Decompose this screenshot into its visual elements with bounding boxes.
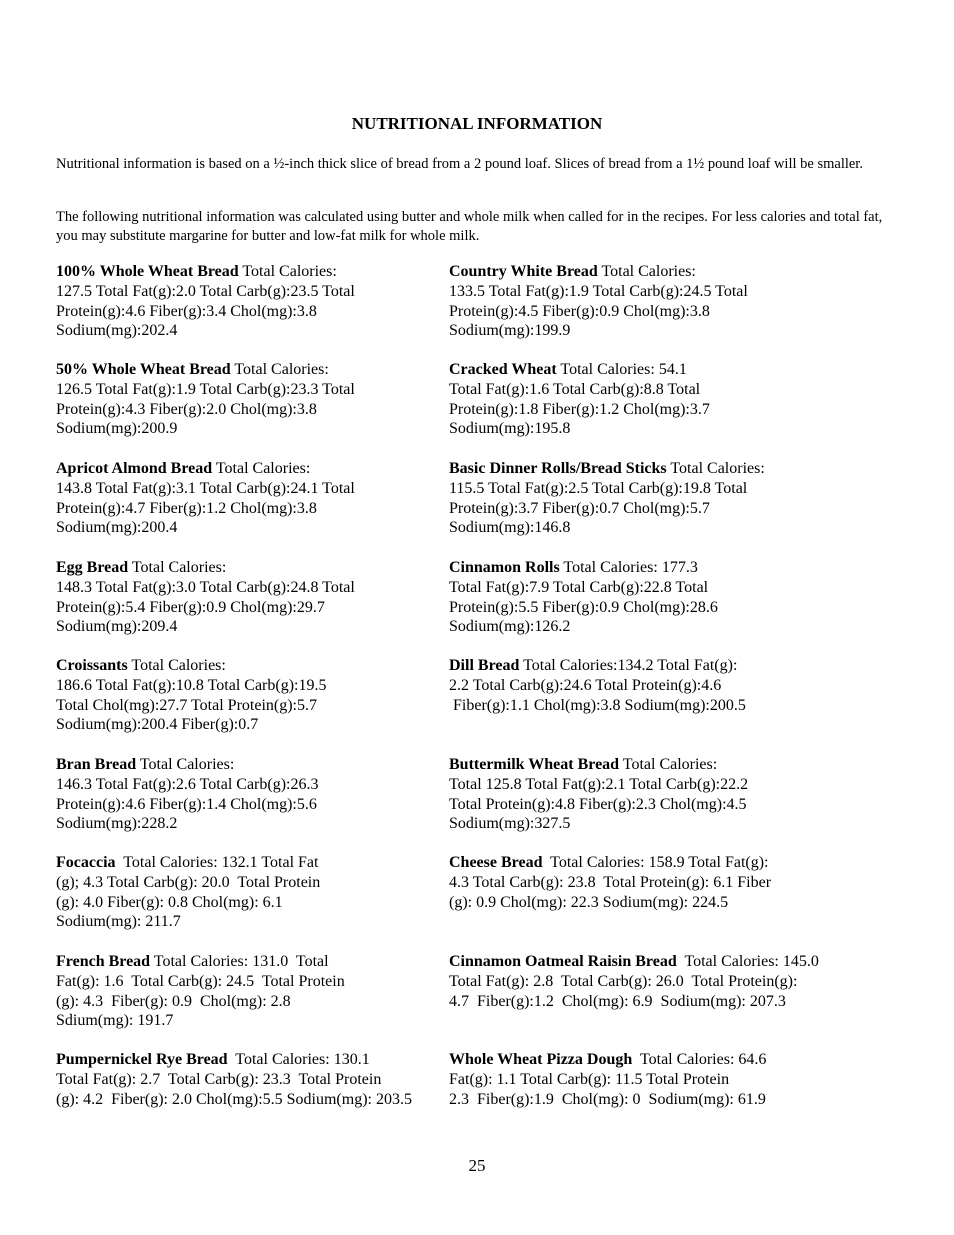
bread-name: Pumpernickel Rye Bread: [56, 1051, 228, 1068]
entry-line: 4.7 Fiber(g):1.2 Chol(mg): 6.9 Sodium(mg): 207.3: [449, 992, 786, 1010]
bread-name: Basic Dinner Rolls/Bread Sticks: [449, 460, 667, 477]
entry-line: Sodium(mg):146.8: [449, 519, 571, 537]
entry-line: Sodium(mg):327.5: [449, 815, 571, 833]
page-title: NUTRITIONAL INFORMATION: [351, 114, 603, 133]
bread-name: Cheese Bread: [449, 854, 543, 871]
bread-entry: [56, 1050, 448, 1109]
entry-line: Sodium(mg): 211.7: [56, 913, 181, 931]
entry-line: Total Calories: 130.1: [227, 1051, 370, 1068]
bread-name: Whole Wheat Pizza Dough: [449, 1051, 633, 1068]
entry-line: Total Calories: 158.9 Total Fat(g):: [542, 854, 769, 871]
bread-entry: [56, 755, 448, 834]
entry-line: Total Calories:: [230, 361, 329, 378]
entry-line: Total Protein(g):4.8 Fiber(g):2.3 Chol(mg):4.5: [449, 795, 747, 813]
entry-line: Sodium(mg):126.2: [449, 618, 571, 636]
entry-line: Total Fat(g):1.6 Total Carb(g):8.8 Total: [449, 380, 701, 398]
entry-line: Protein(g):4.6 Fiber(g):3.4 Chol(mg):3.8: [56, 302, 317, 320]
entry-line: 2.3 Fiber(g):1.9 Chol(mg): 0 Sodium(mg): 61.9: [449, 1090, 766, 1108]
entry-line: (g): 0.9 Chol(mg): 22.3 Sodium(mg): 224.5: [449, 893, 729, 911]
entry-line: (g): 4.3 Fiber(g): 0.9 Chol(mg): 2.8: [56, 992, 291, 1010]
entry-line: Sodium(mg):200.9: [56, 420, 178, 438]
entry-line: 115.5 Total Fat(g):2.5 Total Carb(g):19.8 Total: [449, 479, 748, 497]
bread-name: Croissants: [56, 657, 128, 674]
entry-line: (g): 4.2 Fiber(g): 2.0 Chol(mg):5.5 Sodium(mg): 203.5: [56, 1090, 412, 1108]
entry-line: 127.5 Total Fat(g):2.0 Total Carb(g):23.5 Total: [56, 282, 355, 300]
entry-line: 2.2 Total Carb(g):24.6 Total Protein(g):4.6: [449, 676, 722, 694]
entry-line: Fiber(g):1.1 Chol(mg):3.8 Sodium(mg):200.5: [449, 696, 746, 714]
bread-name: Buttermilk Wheat Bread: [449, 756, 620, 773]
bread-name: Cinnamon Rolls: [449, 559, 560, 576]
entry-line: Total Calories:: [212, 460, 311, 477]
entry-line: Protein(g):3.7 Fiber(g):0.7 Chol(mg):5.7: [449, 499, 710, 517]
bread-name: Dill Bread: [449, 657, 520, 674]
intro-paragraph: Nutritional information is based on a ½-inch thick slice of bread from a 2 pound loaf. Slices of bread from a 1½ pound loaf will be smaller.: [56, 156, 863, 172]
bread-entry: [449, 656, 841, 715]
entry-line: Sdium(mg): 191.7: [56, 1012, 174, 1030]
entry-line: Total Calories: 64.6: [632, 1051, 767, 1068]
bread-name: 100% Whole Wheat Bread: [56, 263, 239, 280]
entry-line: Sodium(mg):228.2: [56, 815, 178, 833]
bread-name: Apricot Almond Bread: [56, 460, 213, 477]
entry-line: Sodium(mg):209.4: [56, 618, 178, 636]
bread-name: Bran Bread: [56, 756, 137, 773]
bread-entry: [56, 360, 448, 439]
entry-line: 146.3 Total Fat(g):2.6 Total Carb(g):26.3: [56, 775, 319, 793]
entry-line: Total Calories:: [666, 460, 765, 477]
entry-line: Total Calories: 54.1: [556, 361, 687, 378]
entry-line: Sodium(mg):199.9: [449, 322, 571, 340]
entry-line: (g); 4.3 Total Carb(g): 20.0 Total Protein: [56, 873, 321, 891]
entry-line: Total Calories: 177.3: [559, 559, 698, 576]
entry-line: Total Calories: 131.0 Total: [150, 953, 329, 970]
entry-line: Total Fat(g): 2.8 Total Carb(g): 26.0 Total Protein(g):: [449, 972, 798, 990]
entry-line: 143.8 Total Fat(g):3.1 Total Carb(g):24.1 Total: [56, 479, 355, 497]
entry-line: Fat(g): 1.6 Total Carb(g): 24.5 Total Protein: [56, 972, 345, 990]
bread-entry: [449, 755, 841, 834]
bread-entry: [449, 360, 841, 439]
bread-entry: [449, 853, 841, 912]
bread-entry: [56, 558, 448, 637]
page-number: 25: [468, 1156, 486, 1175]
entry-line: Total Calories:: [597, 263, 696, 280]
bread-entry: [56, 952, 448, 1031]
entry-line: Sodium(mg):200.4 Fiber(g):0.7: [56, 716, 259, 734]
entry-line: Protein(g):5.4 Fiber(g):0.9 Chol(mg):29.7: [56, 598, 325, 616]
entry-line: Protein(g):4.7 Fiber(g):1.2 Chol(mg):3.8: [56, 499, 317, 517]
bread-entry: [56, 853, 448, 932]
entry-line: Total Fat(g): 2.7 Total Carb(g): 23.3 Total Protein: [56, 1070, 382, 1088]
entry-line: Protein(g):4.5 Fiber(g):0.9 Chol(mg):3.8: [449, 302, 710, 320]
bread-entry: [56, 262, 448, 341]
entry-line: Protein(g):4.3 Fiber(g):2.0 Chol(mg):3.8: [56, 400, 317, 418]
intro-paragraph: The following nutritional information was calculated using butter and whole milk when called for in the recipes. For less calories and total fat, you may substitute margarine for butter and low-fat milk for whole milk.: [56, 209, 883, 244]
bread-entry: [449, 459, 841, 538]
entry-line: Total Calories:: [238, 263, 337, 280]
entry-line: Protein(g):1.8 Fiber(g):1.2 Chol(mg):3.7: [449, 400, 710, 418]
entry-line: 186.6 Total Fat(g):10.8 Total Carb(g):19.5: [56, 676, 327, 694]
entry-line: Total Calories: 132.1 Total Fat: [115, 854, 319, 871]
entry-line: Sodium(mg):200.4: [56, 519, 178, 537]
entry-line: 126.5 Total Fat(g):1.9 Total Carb(g):23.3 Total: [56, 380, 355, 398]
bread-name: Focaccia: [56, 854, 116, 871]
bread-name: Country White Bread: [449, 263, 598, 280]
bread-name: 50% Whole Wheat Bread: [56, 361, 231, 378]
entry-line: Total Calories:: [127, 657, 226, 674]
bread-name: Cinnamon Oatmeal Raisin Bread: [449, 953, 677, 970]
entry-line: Fat(g): 1.1 Total Carb(g): 11.5 Total Protein: [449, 1070, 730, 1088]
entry-line: Total 125.8 Total Fat(g):2.1 Total Carb(g):22.2: [449, 775, 749, 793]
bread-entry: [56, 459, 448, 538]
entry-line: Total Calories:: [136, 756, 235, 773]
entry-line: (g): 4.0 Fiber(g): 0.8 Chol(mg): 6.1: [56, 893, 283, 911]
entry-line: Total Fat(g):7.9 Total Carb(g):22.8 Total: [449, 578, 709, 596]
entry-line: Total Calories: 145.0: [676, 953, 819, 970]
entry-line: 4.3 Total Carb(g): 23.8 Total Protein(g): 6.1 Fiber: [449, 873, 772, 891]
bread-entry: [56, 656, 448, 735]
entry-line: Protein(g):4.6 Fiber(g):1.4 Chol(mg):5.6: [56, 795, 317, 813]
entry-line: 148.3 Total Fat(g):3.0 Total Carb(g):24.8 Total: [56, 578, 355, 596]
bread-entry: [449, 558, 841, 637]
entry-line: Protein(g):5.5 Fiber(g):0.9 Chol(mg):28.6: [449, 598, 718, 616]
entry-line: Sodium(mg):195.8: [449, 420, 571, 438]
entry-line: Total Calories:: [128, 559, 227, 576]
bread-name: French Bread: [56, 953, 151, 970]
entry-line: Total Chol(mg):27.7 Total Protein(g):5.7: [56, 696, 317, 714]
bread-name: Egg Bread: [56, 559, 129, 576]
bread-entry: [449, 1050, 841, 1109]
entry-line: Total Calories:134.2 Total Fat(g):: [519, 657, 738, 674]
entry-line: 133.5 Total Fat(g):1.9 Total Carb(g):24.5 Total: [449, 282, 748, 300]
entry-line: Sodium(mg):202.4: [56, 322, 178, 340]
entry-line: Total Calories:: [619, 756, 718, 773]
bread-entry: [449, 262, 841, 341]
bread-name: Cracked Wheat: [449, 361, 557, 378]
bread-entry: [449, 952, 841, 1011]
